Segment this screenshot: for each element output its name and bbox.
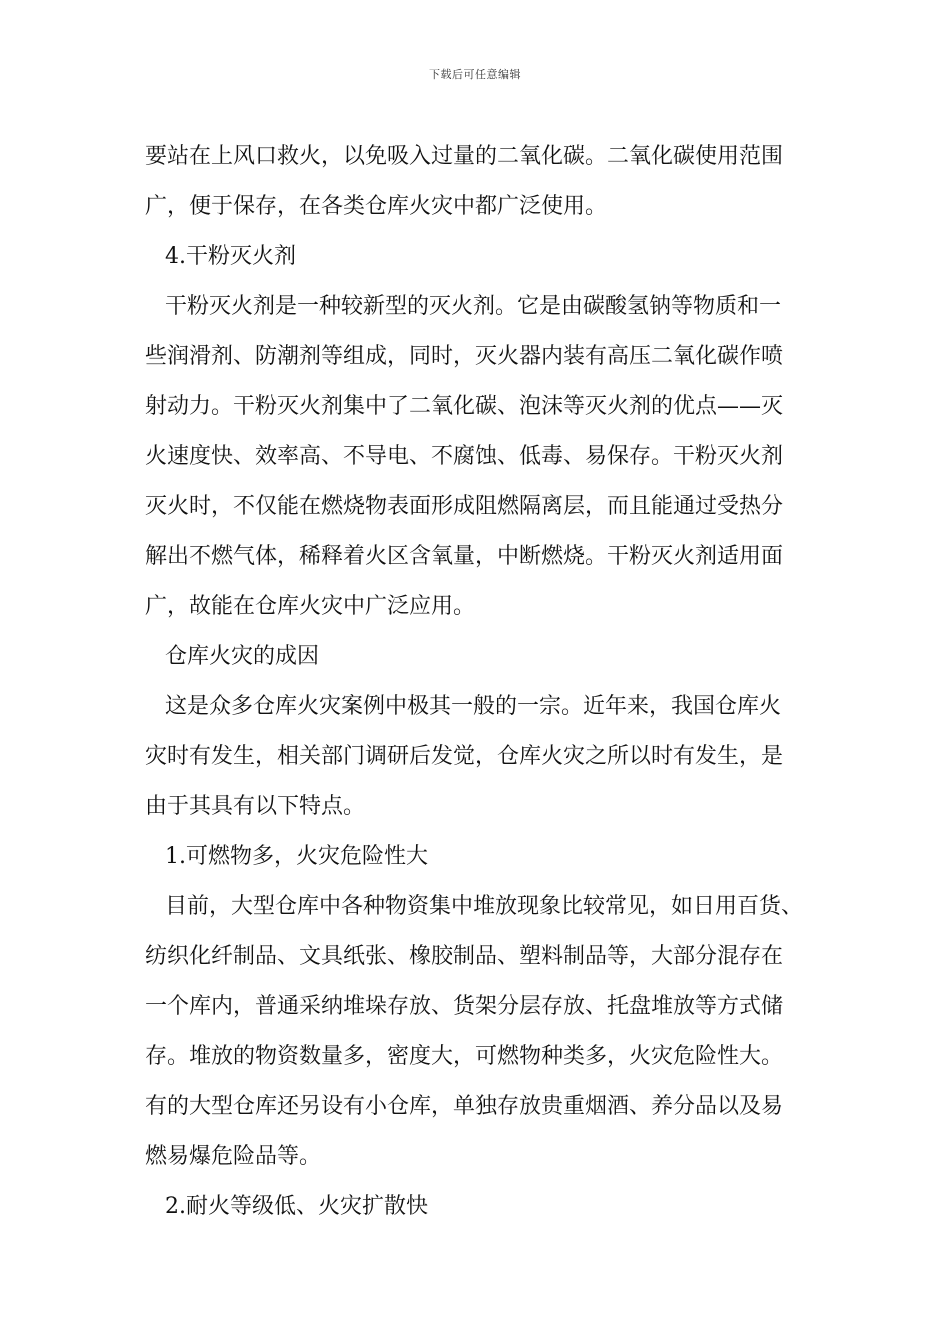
text-line: 灾时有发生，相关部门调研后发觉，仓库火灾之所以时有发生，是 xyxy=(145,744,784,769)
text-line: 火速度快、效率高、不导电、不腐蚀、低毒、易保存。干粉灭火剂 xyxy=(145,444,784,469)
text-line: 一个库内，普通采纳堆垛存放、货架分层存放、托盘堆放等方式储 xyxy=(145,994,784,1019)
text-line: 存。堆放的物资数量多，密度大，可燃物种类多，火灾危险性大。 xyxy=(145,1044,784,1069)
text-line: 由于其具有以下特点。 xyxy=(145,794,366,819)
page-header: 下载后可任意编辑 xyxy=(429,68,521,81)
text-line: 燃易爆危险品等。 xyxy=(145,1144,322,1169)
paragraph-first-line: 目前，大型仓库中各种物资集中堆放现象比较常见，如日用百货、 xyxy=(165,894,804,919)
text-line: 要站在上风口救火，以免吸入过量的二氧化碳。二氧化碳使用范围 xyxy=(145,144,784,169)
text-line: 些润滑剂、防潮剂等组成，同时，灭火器内装有高压二氧化碳作喷 xyxy=(145,344,784,369)
section-heading: 1.可燃物多，火灾危险性大 xyxy=(165,844,428,869)
text-line: 广，故能在仓库火灾中广泛应用。 xyxy=(145,594,476,619)
section-heading: 4.干粉灭火剂 xyxy=(165,244,296,269)
text-line: 解出不燃气体，稀释着火区含氧量，中断燃烧。干粉灭火剂适用面 xyxy=(145,544,784,569)
text-line: 有的大型仓库还另设有小仓库，单独存放贵重烟酒、养分品以及易 xyxy=(145,1094,784,1119)
text-line: 灭火时，不仅能在燃烧物表面形成阻燃隔离层，而且能通过受热分 xyxy=(145,494,784,519)
document-body xyxy=(145,132,825,1232)
text-line: 射动力。干粉灭火剂集中了二氧化碳、泡沫等灭火剂的优点——灭 xyxy=(145,394,784,419)
section-heading: 2.耐火等级低、火灾扩散快 xyxy=(165,1194,428,1219)
text-line: 广，便于保存，在各类仓库火灾中都广泛使用。 xyxy=(145,194,608,219)
section-heading: 仓库火灾的成因 xyxy=(165,644,320,669)
text-line: 纺织化纤制品、文具纸张、橡胶制品、塑料制品等，大部分混存在 xyxy=(145,944,784,969)
paragraph-first-line: 干粉灭火剂是一种较新型的灭火剂。它是由碳酸氢钠等物质和一 xyxy=(165,294,782,319)
paragraph-first-line: 这是众多仓库火灾案例中极其一般的一宗。近年来，我国仓库火 xyxy=(165,694,782,719)
